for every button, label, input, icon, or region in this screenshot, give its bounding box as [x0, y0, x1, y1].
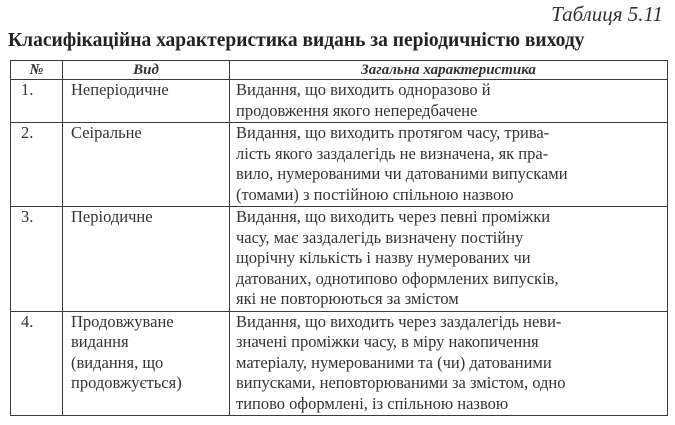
description-line: які не повторюються за змістом	[236, 289, 459, 308]
header-description: Загальна характеристика	[230, 61, 668, 80]
row-description	[230, 207, 668, 312]
kind-line: Продовжуване	[71, 311, 174, 331]
description-line: матеріалу, нумерованими та (чи) датованими	[236, 352, 552, 372]
kind-line: видання	[71, 332, 129, 351]
table-number: Таблиця 5.11	[551, 2, 663, 26]
description-line: датованих, однотипово оформлених випусків,	[236, 268, 559, 288]
table-row	[11, 311, 668, 416]
description-line: продовження якого непередбачене	[236, 100, 478, 120]
kind-line: продовжується)	[71, 373, 182, 392]
description-line: випусками, неповторюваними за змістом, одно	[236, 373, 566, 392]
description-line: (томами) з постійною спільною назвою	[236, 184, 514, 204]
description-line: вило, нумерованими чи датованими випусками	[236, 164, 568, 183]
kind-line: (видання, що	[71, 352, 164, 372]
table-row	[11, 80, 668, 123]
row-number: 3.	[11, 207, 63, 312]
row-kind	[63, 207, 230, 312]
description-line: щорічну кількість і назву нумерованих чи	[236, 248, 531, 267]
classification-table	[10, 60, 668, 416]
description-line: Видання, що виходить через заздалегідь неви-	[236, 311, 562, 331]
table-row	[11, 207, 668, 312]
kind-line: Сеіральне	[71, 123, 142, 142]
description-line: Видання, що виходить через певні проміжки	[236, 207, 551, 226]
description-line: типово оформлені, із спільною назвою	[236, 393, 509, 413]
description-line: Видання, що виходить протягом часу, трива-	[236, 123, 550, 142]
description-line: значені проміжки часу, в міру накопичення	[236, 332, 539, 351]
header-number: №	[11, 61, 63, 80]
row-kind	[63, 123, 230, 207]
row-kind	[63, 80, 230, 123]
row-number: 1.	[11, 80, 63, 123]
kind-line: Неперіодичне	[71, 80, 169, 99]
description-line: Видання, що виходить одноразово й	[236, 80, 491, 99]
header-kind: Вид	[63, 61, 230, 80]
description-line: лість якого заздалегідь не визначена, як пра-	[236, 143, 549, 163]
row-description	[230, 80, 668, 123]
row-description	[230, 123, 668, 207]
row-description	[230, 311, 668, 416]
row-number: 2.	[11, 123, 63, 207]
kind-line: Періодичне	[71, 207, 153, 226]
table-row	[11, 123, 668, 207]
row-kind	[63, 311, 230, 416]
description-line: часу, має заздалегідь визначену постійну	[236, 227, 524, 247]
header-row	[11, 61, 668, 80]
row-number: 4.	[11, 311, 63, 416]
table-title: Класифікаційна характеристика видань за періодичністю виходу	[8, 30, 585, 51]
